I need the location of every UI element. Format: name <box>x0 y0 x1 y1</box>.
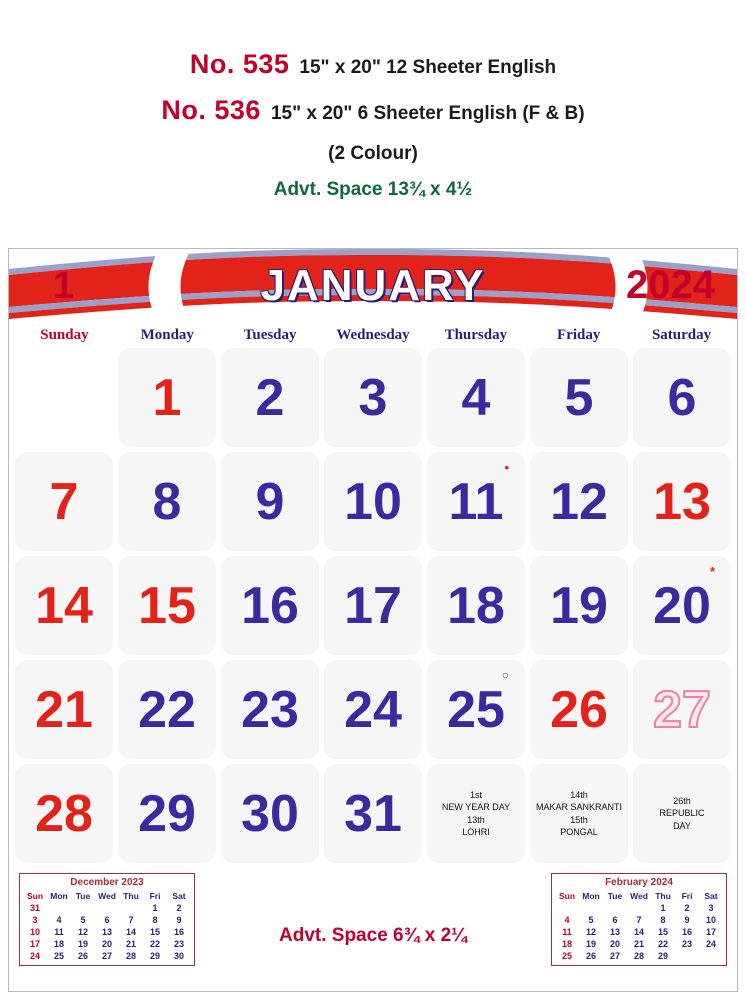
mini-calendar-cell <box>699 950 723 962</box>
mini-calendar-cell: 9 <box>684 915 690 925</box>
mini-calendar-cell: 27 <box>609 951 620 961</box>
date-number: 8 <box>152 472 182 531</box>
date-cell <box>15 452 113 551</box>
mini-calendar-next-table <box>555 890 723 962</box>
mini-calendar-cell: 22 <box>149 939 160 949</box>
date-number: 12 <box>550 472 608 531</box>
mini-calendar-cell: 16 <box>173 927 184 937</box>
mini-calendar-cell: 30 <box>173 951 184 961</box>
mini-calendar-cell: 12 <box>585 927 596 937</box>
mini-calendar-cell: 1 <box>152 903 158 913</box>
mini-calendar-header-cell: Sun <box>558 891 576 901</box>
mini-calendar-cell: 8 <box>152 915 158 925</box>
mini-calendar-cell <box>603 902 627 914</box>
mini-calendar-cell <box>95 902 119 914</box>
mini-calendar-cell: 28 <box>633 951 644 961</box>
date-cell <box>633 660 731 759</box>
date-number: 28 <box>35 784 93 843</box>
date-cell <box>530 660 628 759</box>
mini-calendar-cell: 23 <box>173 939 184 949</box>
event-cell <box>633 764 731 863</box>
date-number: 5 <box>564 368 594 427</box>
mini-calendar-cell: 29 <box>149 951 160 961</box>
date-cell <box>221 452 319 551</box>
mini-calendar-header-row <box>555 890 723 902</box>
mini-calendar-cell: 23 <box>681 939 692 949</box>
mini-calendar-cell <box>71 902 95 914</box>
date-cell <box>15 764 113 863</box>
mini-calendar-next-title: February 2024 <box>605 877 673 888</box>
mini-calendar-cell: 5 <box>588 915 594 925</box>
mini-calendar-header-cell: Thu <box>123 891 139 901</box>
mini-calendar-header-cell: Fri <box>149 891 161 901</box>
date-cell <box>427 452 525 551</box>
weekday-saturday: Saturday <box>651 327 712 343</box>
mini-calendar-cell: 24 <box>29 951 40 961</box>
mini-calendar-previous <box>19 873 195 966</box>
mini-calendar-cell: 22 <box>657 939 668 949</box>
mini-calendar-row <box>555 938 723 950</box>
weekday-thursday: Thursday <box>444 327 508 343</box>
mini-calendar-cell: 7 <box>128 915 134 925</box>
date-number: 18 <box>447 576 505 635</box>
date-cell <box>530 452 628 551</box>
spec-block <box>0 0 746 201</box>
event-text: 26th REPUBLIC DAY <box>659 796 705 831</box>
mini-calendar-cell: 8 <box>660 915 666 925</box>
date-cell <box>530 348 628 447</box>
mini-calendar-row <box>555 914 723 926</box>
event-text: 14th MAKAR SANKRANTI 15th PONGAL <box>535 790 622 837</box>
date-cell <box>633 556 731 655</box>
date-marker-icon: * <box>709 564 715 579</box>
mini-calendar-cell: 21 <box>125 939 136 949</box>
mini-calendar-header-cell: Sat <box>172 891 186 901</box>
mini-calendar-header-cell: Tue <box>607 891 623 901</box>
date-number: 1 <box>152 368 182 427</box>
date-cell <box>427 348 525 447</box>
spec-number-536: No. 536 <box>161 95 261 126</box>
date-number: 26 <box>550 680 608 739</box>
calendar-banner <box>9 249 737 325</box>
date-cell <box>221 764 319 863</box>
date-number: 21 <box>35 680 93 739</box>
mini-calendar-cell: 7 <box>636 915 642 925</box>
mini-calendar-cell: 12 <box>77 927 88 937</box>
date-cell <box>530 556 628 655</box>
mini-calendar-cell: 2 <box>176 903 182 913</box>
calendar-footer <box>9 869 737 1000</box>
mini-calendar-cell: 6 <box>104 915 110 925</box>
date-cell <box>324 764 422 863</box>
mini-calendar-cell: 13 <box>609 927 620 937</box>
spec-text-536: 15" x 20" 6 Sheeter English (F & B) <box>270 103 585 125</box>
mini-calendar-cell: 21 <box>633 939 644 949</box>
year-label: 2024 <box>626 263 715 307</box>
date-cell <box>633 452 731 551</box>
weekday-monday: Monday <box>140 327 194 343</box>
date-number: 15 <box>138 576 196 635</box>
mini-calendar-cell: 16 <box>681 927 692 937</box>
mini-calendar-cell: 25 <box>561 951 572 961</box>
mini-calendar-cell: 19 <box>585 939 596 949</box>
date-number: 16 <box>241 576 299 635</box>
weekday-friday: Friday <box>557 327 601 343</box>
advt-space-bottom: Advt. Space 6¾ x 2¼ <box>279 925 467 946</box>
date-number: 22 <box>138 680 196 739</box>
mini-calendar-row <box>555 950 723 962</box>
mini-calendar-cell: 5 <box>80 915 86 925</box>
mini-calendar-cell: 13 <box>101 927 112 937</box>
mini-calendar-cell: 1 <box>660 903 666 913</box>
mini-calendar-cell: 26 <box>585 951 596 961</box>
date-cell <box>15 660 113 759</box>
mini-calendar-cell: 6 <box>612 915 618 925</box>
date-number: 31 <box>344 784 402 843</box>
date-number: 7 <box>49 472 79 531</box>
mini-calendar-row <box>555 926 723 938</box>
mini-calendar-cell: 11 <box>562 927 572 937</box>
mini-calendar-cell <box>579 902 603 914</box>
date-number: 9 <box>255 472 285 531</box>
date-cell <box>221 660 319 759</box>
weekday-sunday: Sunday <box>40 327 89 343</box>
date-number: 11 <box>448 472 504 531</box>
date-cell <box>118 764 216 863</box>
mini-calendar-cell: 24 <box>705 939 716 949</box>
date-number: 19 <box>550 576 608 635</box>
mini-calendar-cell: 19 <box>77 939 88 949</box>
date-number: 24 <box>344 680 402 739</box>
mini-calendar-cell: 28 <box>125 951 136 961</box>
spec-line-535 <box>0 48 746 80</box>
mini-calendar-header-cell: Sun <box>26 891 44 901</box>
mini-calendar-cell: 26 <box>77 951 88 961</box>
date-number: 6 <box>667 368 697 427</box>
mini-calendar-cell: 14 <box>125 927 136 937</box>
mini-calendar-cell: 11 <box>54 927 64 937</box>
mini-calendar-cell: 20 <box>609 939 620 949</box>
date-grid <box>9 348 737 863</box>
date-cell <box>324 556 422 655</box>
mini-calendar-cell: 31 <box>29 903 40 913</box>
event-cell <box>530 764 628 863</box>
date-number: 4 <box>461 368 491 427</box>
date-number: 3 <box>358 368 388 427</box>
weekday-tuesday: Tuesday <box>243 327 297 343</box>
mini-calendar-cell: 18 <box>561 939 572 949</box>
event-text: 1st NEW YEAR DAY 13th LOHRI <box>441 790 511 837</box>
mini-calendar-cell: 3 <box>32 915 38 925</box>
mini-calendar-cell <box>119 902 143 914</box>
date-cell <box>221 556 319 655</box>
mini-calendar-row <box>23 950 191 962</box>
date-number: 25 <box>447 680 505 739</box>
mini-calendar-cell: 4 <box>56 915 62 925</box>
month-name: JANUARY <box>260 261 486 310</box>
mini-calendar-previous-title: December 2023 <box>70 877 144 888</box>
mini-calendar-cell <box>555 902 579 914</box>
mini-calendar-cell <box>675 950 699 962</box>
mini-calendar-cell: 17 <box>29 939 40 949</box>
mini-calendar-row <box>555 902 723 914</box>
date-number: 30 <box>241 784 299 843</box>
date-number: 10 <box>344 472 402 531</box>
date-cell <box>324 452 422 551</box>
date-cell <box>324 348 422 447</box>
date-number: 2 <box>255 368 285 427</box>
mini-calendar-cell: 20 <box>101 939 112 949</box>
mini-calendar-cell: 4 <box>564 915 570 925</box>
date-number: 14 <box>35 576 93 635</box>
date-number: 20 <box>653 576 711 635</box>
spec-advt-space-top: Advt. Space 13¾ x 4½ <box>273 178 473 200</box>
date-number: 17 <box>344 576 402 635</box>
mini-calendar-header-cell: Mon <box>50 891 68 901</box>
mini-calendar-cell: 27 <box>101 951 112 961</box>
date-cell <box>118 348 216 447</box>
spec-colour: (2 Colour) <box>328 142 418 164</box>
mini-calendar-cell: 29 <box>657 951 668 961</box>
mini-calendar-header-cell: Thu <box>655 891 671 901</box>
weekday-header-row <box>9 325 737 348</box>
calendar-card <box>8 248 738 992</box>
spec-line-536 <box>0 94 746 126</box>
date-number: 29 <box>138 784 196 843</box>
date-cell-empty <box>15 348 113 447</box>
date-cell <box>427 556 525 655</box>
mini-calendar-cell: 2 <box>684 903 690 913</box>
date-cell <box>118 556 216 655</box>
mini-calendar-header-cell: Wed <box>630 891 648 901</box>
mini-calendar-next <box>551 873 727 966</box>
date-number: 13 <box>653 472 711 531</box>
mini-calendar-row <box>23 902 191 914</box>
date-cell <box>324 660 422 759</box>
mini-calendar-cell <box>627 902 651 914</box>
mini-calendar-cell: 3 <box>708 903 714 913</box>
mini-calendar-cell: 10 <box>705 915 716 925</box>
date-number: 23 <box>241 680 299 739</box>
date-number: 27 <box>653 680 711 739</box>
mini-calendar-cell: 25 <box>53 951 64 961</box>
date-cell <box>221 348 319 447</box>
mini-calendar-header-cell: Mon <box>582 891 600 901</box>
mini-calendar-cell <box>47 902 71 914</box>
mini-calendar-header-cell: Wed <box>98 891 116 901</box>
mini-calendar-cell: 9 <box>176 915 182 925</box>
mini-calendar-cell: 15 <box>149 927 160 937</box>
weekday-wednesday: Wednesday <box>336 327 410 343</box>
mini-calendar-cell: 15 <box>657 927 668 937</box>
mini-calendar-header-cell: Sat <box>704 891 718 901</box>
date-cell <box>633 348 731 447</box>
date-marker-icon: • <box>504 460 509 475</box>
spec-number-535: No. 535 <box>189 49 290 79</box>
date-cell <box>427 660 525 759</box>
month-number: 1 <box>53 265 75 307</box>
date-marker-icon: ○ <box>501 668 509 682</box>
event-cell <box>427 764 525 863</box>
spec-text-535: 15" x 20" 12 Sheeter English <box>299 57 557 78</box>
date-cell <box>15 556 113 655</box>
mini-calendar-header-cell: Tue <box>75 891 91 901</box>
date-cell <box>118 660 216 759</box>
mini-calendar-header-row <box>23 890 191 902</box>
mini-calendar-header-cell: Fri <box>681 891 693 901</box>
date-cell <box>118 452 216 551</box>
mini-calendar-cell: 10 <box>29 927 40 937</box>
mini-calendar-cell: 17 <box>705 927 716 937</box>
mini-calendar-cell: 18 <box>53 939 64 949</box>
mini-calendar-cell: 14 <box>633 927 644 937</box>
